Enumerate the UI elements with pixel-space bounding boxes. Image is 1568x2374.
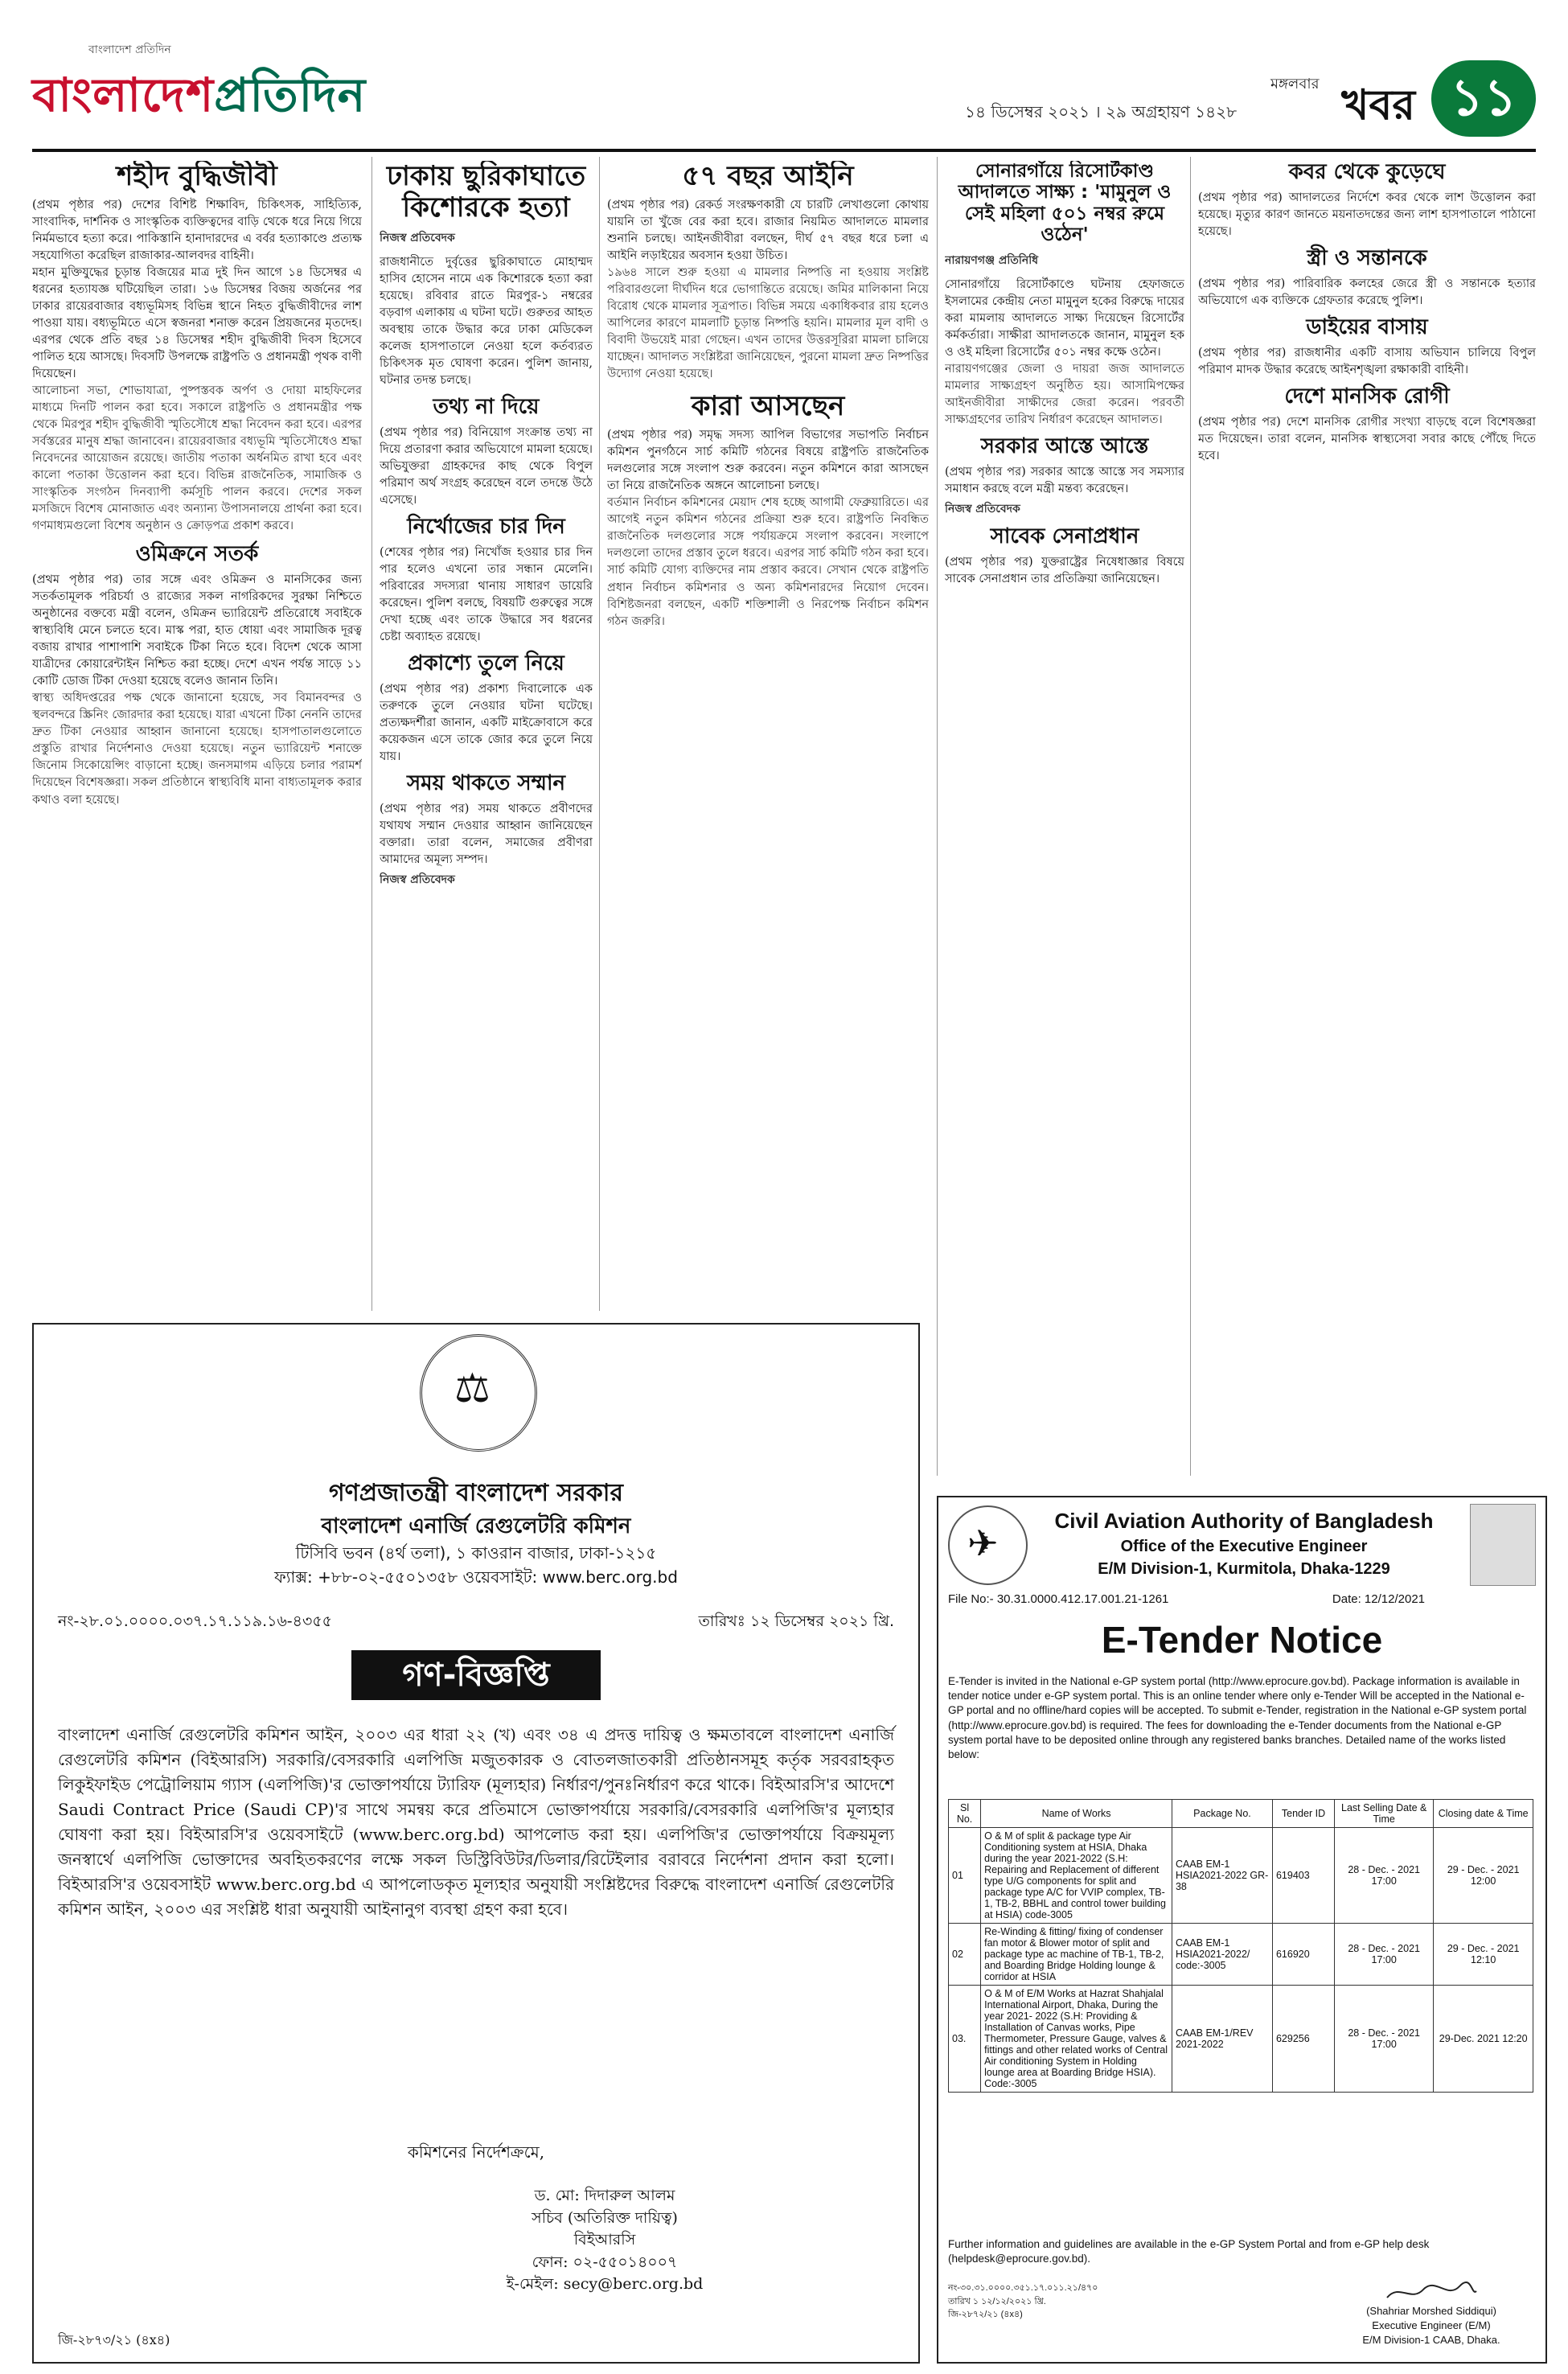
slogan: বাংলাদেশ প্রতিদিন bbox=[88, 43, 171, 56]
cell-works: O & M of split & package type Air Conditioning system at HSIA, Dhaka during the year 2021-2022 (S.H: Repairing and Replacement of different type U/G components for split and package type A/C for VVIP complex, TB-1, TB-2, BBHL and control tower building at HSIA) code-3005 bbox=[981, 1828, 1172, 1924]
article-body: (প্রথম পৃষ্ঠার পর) আদালতের নির্দেশে কবর থেকে লাশ উত্তোলন করা হয়েছে। মৃত্যুর কারণ জানতে ময়নাতদন্তের জন্য লাশ হাসপাতালে পাঠানো হয়েছে। bbox=[1198, 191, 1536, 238]
headline-kara-ashchen[interactable]: কারা আসছেন bbox=[691, 390, 845, 423]
ad-date: তারিখঃ ১২ ডিসেম্বর ২০২১ খ্রি. bbox=[698, 1612, 894, 1630]
signer-title: সচিব (অতিরিক্ত দায়িত্ব) bbox=[532, 2208, 678, 2227]
headline-57-bochor[interactable]: ৫৭ বছর আইনি bbox=[682, 161, 854, 192]
caa-office: Office of the Executive Engineer bbox=[1120, 1538, 1368, 1555]
cell-closing-date: 29 - Dec. - 2021 12:10 bbox=[1434, 1924, 1533, 1986]
article-body: (প্রথম পৃষ্ঠার পর) সমৃদ্ধ সদস্য আপিল বিভাগের সভাপতি নির্বাচন কমিশন পুনর্গঠনে সার্চ কমিটি গঠনের বিষয়ে রাষ্ট্রপতি রাজনৈতিক দলগুলোর সঙ্গে সংলাপ শুরু করবেন। নতুন কমিশনে কারা আসছেন তা নিয়ে রাজনৈতিক অঙ্গনে আলোচনা চলছে। bbox=[607, 429, 929, 493]
article-body: রাজধানীতে দুর্বৃত্তের ছুরিকাঘাতে মোহাম্মদ হাসিব হোসেন নামে এক কিশোরকে হত্যা করা হয়েছে। রবিবার রাতে মিরপুর-১ নম্বরের বড়বাগ এলাকায় এ ঘটনা ঘটে। গুরুতর আহত অবস্থায় তাকে উদ্ধার করে ঢাকা মেডিকেল কলেজ হাসপাতালে নেওয়া হলে কর্তব্যরত চিকিৎসক মৃত ঘোষণা করেন। পুলিশ জানায়, ঘটনার তদন্ত চলছে। bbox=[380, 256, 593, 388]
caa-memo bbox=[948, 2282, 1098, 2322]
headline-resort[interactable]: সোনারগাঁয়ে রিসোর্টকাণ্ড আদালতে সাক্ষ্য : 'মামুনুল ও সেই মহিলা ৫০১ নম্বর রুমে ওঠেন' bbox=[958, 161, 1172, 246]
signer-name: ড. মো: দিদারুল আলম bbox=[534, 2187, 675, 2204]
cell-selling-date: 28 - Dec. - 2021 17:00 bbox=[1335, 1828, 1434, 1924]
article-filler: নারায়ণগঞ্জের জেলা ও দায়রা জজ আদালতে মামলার সাক্ষ্যগ্রহণ অনুষ্ঠিত হয়। আসামিপক্ষের আইনজীবীরা সাক্ষীদের জেরা করেন। পরবর্তী সাক্ষ্যগ্রহণের তারিখ নির্ধারণ করেছেন আদালত। bbox=[945, 362, 1184, 426]
cell-package: CAAB EM-1 HSIA2021-2022/ code:-3005 bbox=[1172, 1924, 1272, 1986]
caa-footer: Further information and guidelines are available in the e-GP System Portal and from e-GP help desk (helpdesk@eprocure.gov.bd). bbox=[948, 2238, 1430, 2265]
ad-org: গণপ্রজাতন্ত্রী বাংলাদেশ সরকার bbox=[329, 1479, 623, 1507]
cell-closing-date: 29 - Dec. - 2021 12:00 bbox=[1434, 1828, 1533, 1924]
article-body: (প্রথম পৃষ্ঠার পর) রেকর্ড সংরক্ষণকারী যে চারটি লেখাগুলো কোথায় যায়নি তা খুঁজে বের করা হবে। রাজার নিয়মিত আদালতে মামলার শুনানি চলছে। আইনজীবীরা বলছেন, দীর্ঘ ৫৭ বছর ধরে চলা এ আইনি লড়াইয়ের অবসান হওয়া উচিত। bbox=[607, 199, 929, 263]
headline-nikhoj[interactable]: নির্খোজের চার দিন bbox=[407, 515, 565, 540]
col-header: Tender ID bbox=[1272, 1800, 1334, 1828]
article-filler: ১৯৬৪ সালে শুরু হওয়া এ মামলার নিষ্পত্তি না হওয়ায় সংশ্লিষ্ট পরিবারগুলো দীর্ঘদিন ধরে ভোগান্তিতে রয়েছে। জমির মালিকানা নিয়ে বিরোধ থেকে মামলার সূত্রপাত। বিভিন্ন সময়ে একাধিকবার রায় হলেও আপিলের কারণে মামলাটি চূড়ান্ত নিষ্পত্তি হয়নি। মামলার মূল বাদী ও বিবাদী উভয়েই মারা গেছেন। এখন তাদের উত্তরসূরিরা মামলা চালিয়ে যাচ্ছেন। আদালত সংশ্লিষ্টরা জানিয়েছেন, পুরনো মামলা দ্রুত নিষ্পত্তির উদ্যোগ নেওয়া হয়েছে। bbox=[607, 266, 929, 381]
caab-logo-icon bbox=[948, 1505, 1028, 1585]
article-filler: স্বাস্থ্য অধিদপ্তরের পক্ষ থেকে জানানো হয়েছে, সব বিমানবন্দর ও স্থলবন্দরে স্ক্রিনিং জোরদার করা হয়েছে। যারা এখনো টিকা নেননি তাদের দ্রুত টিকা নেওয়ার আহ্বান জানানো হয়েছে। হাসপাতালগুলোতে প্রস্তুতি রাখার নির্দেশনাও দেওয়া হয়েছে। নতুন ভ্যারিয়েন্ট শনাক্তে জিনোম সিকোয়েন্সিং বাড়ানো হচ্ছে। জনসমাগম এড়িয়ে চলার পরামর্শ দিয়েছেন বিশেষজ্ঞরা। সকল প্রতিষ্ঠানে স্বাস্থ্যবিধি মানা বাধ্যতামূলক করার কথাও বলা হয়েছে। bbox=[32, 692, 362, 807]
article-filler: বর্তমান নির্বাচন কমিশনের মেয়াদ শেষ হচ্ছে আগামী ফেব্রুয়ারিতে। এর আগেই নতুন কমিশন গঠনের প্রক্রিয়া শুরু হবে। রাষ্ট্রপতি নিবন্ধিত রাজনৈতিক দলগুলোর সঙ্গে পর্যায়ক্রমে সংলাপ করবেন। সংলাপে দলগুলো তাদের প্রস্তাব তুলে ধরবে। এরপর সার্চ কমিটি গঠন করা হবে। সার্চ কমিটি যোগ্য ব্যক্তিদের নাম প্রস্তাব করবে। সেখান থেকে রাষ্ট্রপতি প্রধান নির্বাচন কমিশনার ও অন্য কমিশনারদের নিয়োগ দেবেন। বিশিষ্টজনরা বলছেন, একটি শক্তিশালী ও নিরপেক্ষ নির্বাচন কমিশন গঠন জরুরি। bbox=[607, 496, 929, 628]
table-row bbox=[949, 1924, 1533, 1986]
headline-kobor[interactable]: কবর থেকে কুড়েঘে bbox=[1288, 161, 1446, 184]
caa-signature-block bbox=[1327, 2282, 1536, 2348]
logo-part2: প্রতিদিন bbox=[214, 68, 367, 122]
headline-dai-basay[interactable]: ডাইয়ের বাসায় bbox=[1306, 314, 1428, 339]
headline-sorkar[interactable]: সরকার আস্তে আস্তে bbox=[980, 433, 1149, 458]
cell-selling-date: 28 - Dec. - 2021 17:00 bbox=[1335, 1986, 1434, 2093]
article-column-2 bbox=[380, 161, 593, 1311]
headline-omicron[interactable]: ওমিক্রনে সতর্ক bbox=[135, 542, 259, 567]
table-row bbox=[949, 1986, 1533, 2093]
airplane-icon: ✈ bbox=[967, 1522, 999, 1564]
cell-sl: 02 bbox=[949, 1924, 981, 1986]
ad-memo-number: নং-২৮.০১.০০০০.০৩৭.১৭.১১৯.১৬-৪৩৫৫ bbox=[58, 1612, 333, 1630]
article-column-4 bbox=[945, 161, 1184, 1480]
cell-selling-date: 28 - Dec. - 2021 17:00 bbox=[1335, 1924, 1434, 1986]
article-column-5 bbox=[1198, 161, 1536, 1480]
signer-phone: ফোন: ০২-৫৫০১৪০০৭ bbox=[532, 2253, 678, 2271]
signer-division: E/M Division-1 CAAB, Dhaka. bbox=[1362, 2334, 1500, 2347]
headline-buddhijibi[interactable]: শহীদ বুদ্ধিজীবী bbox=[117, 161, 277, 192]
caab-etender-ad bbox=[937, 1496, 1547, 2364]
article-body: মহান মুক্তিযুদ্ধের চূড়ান্ত বিজয়ের মাত্র দুই দিন আগে ১৪ ডিসেম্বর এ ধরনের হত্যাযজ্ঞ ঘটিয়েছিল তারা। ১৬ ডিসেম্বর বিজয় অর্জনের পর ঢাকার রায়েরবাজার বধ্যভূমিসহ বিভিন্ন স্থানে নিহত বুদ্ধিজীবীদের লাশ পাওয়া যায়। বধ্যভূমিতে এসে স্বজনরা শনাক্ত করেন প্রিয়জনের মৃতদেহ। এরপর থেকে প্রতি বছর ১৪ ডিসেম্বর শহীদ বুদ্ধিজীবী দিবস হিসেবে পালিত হয়ে আসছে। দিবসটি উপলক্ষে রাষ্ট্রপতি ও প্রধানমন্ত্রী পৃথক বাণী দিয়েছেন। bbox=[32, 266, 362, 381]
byline: নিজস্ব প্রতিবেদক bbox=[380, 873, 455, 887]
berc-public-notice-ad bbox=[32, 1323, 920, 2364]
portrait-image bbox=[1470, 1504, 1536, 1586]
masthead bbox=[32, 24, 1536, 152]
date-label: ১৪ ডিসেম্বর ২০২১ । ২৯ অগ্রহায়ণ ১৪২৮ bbox=[965, 102, 1238, 121]
cell-works: O & M of E/M Works at Hazrat Shahjalal International Airport, Dhaka, During the year 2021- 2022 (S.H: Providing & Installation of Canvas works, Pipe Thermometer, Pressure Gauge, valves & fittings and other related works of Central Air conditioning System in Holding lounge area at Boarding Bridge HSIA). Code:-3005 bbox=[981, 1986, 1172, 2093]
cell-tender-id: 629256 bbox=[1272, 1986, 1334, 2093]
table-row bbox=[949, 1828, 1533, 1924]
article-body: (প্রথম পৃষ্ঠার পর) সরকার আস্তে আস্তে সব সমস্যার সমাধান করছে বলে মন্ত্রী মন্তব্য করেছেন। bbox=[945, 465, 1184, 495]
section-label: খবর bbox=[1341, 81, 1415, 129]
article-body: (প্রথম পৃষ্ঠার পর) রাজধানীর একটি বাসায় অভিযান চালিয়ে বিপুল পরিমাণ মাদক উদ্ধার করেছে আইনশৃঙ্খলা রক্ষাকারী বাহিনী। bbox=[1198, 346, 1536, 376]
caa-org: Civil Aviation Authority of Bangladesh bbox=[1054, 1509, 1434, 1533]
headline-prokashye[interactable]: প্রকাশ্যে তুলে নিয়ে bbox=[408, 651, 564, 676]
col-header: Sl No. bbox=[949, 1800, 981, 1828]
tender-table bbox=[948, 1799, 1533, 2093]
article-body: (শেষের পৃষ্ঠার পর) নিখোঁজ হওয়ার চার দিন পার হলেও এখনো তার সন্ধান মেলেনি। পরিবারের সদস্যরা থানায় সাধারণ ডায়েরি করেছেন। পুলিশ বলছে, বিষয়টি গুরুত্বের সঙ্গে দেখা হচ্ছে এবং তাকে উদ্ধারে সব ধরনের চেষ্টা অব্যাহত রয়েছে। bbox=[380, 546, 593, 644]
headline-stri-sontan[interactable]: স্ত্রী ও সন্তানকে bbox=[1307, 245, 1427, 270]
ad-signature-block bbox=[500, 2185, 709, 2296]
article-column-3 bbox=[607, 161, 929, 1480]
government-emblem-icon bbox=[420, 1334, 537, 1452]
cell-sl: 01 bbox=[949, 1828, 981, 1924]
day-label: মঙ্গলবার bbox=[1270, 76, 1320, 92]
article-body: (প্রথম পৃষ্ঠার পর) সময় থাকতে প্রবীণদের যথাযথ সম্মান দেওয়ার আহ্বান জানিয়েছেন বক্তারা। তারা বলেন, সমাজের প্রবীণরা আমাদের অমূল্য সম্পদ। bbox=[380, 803, 593, 867]
column-rule bbox=[1190, 157, 1191, 1476]
caa-title: E-Tender Notice bbox=[1101, 1619, 1383, 1661]
article-body: (প্রথম পৃষ্ঠার পর) বিনিয়োগ সংক্রান্ত তথ্য না দিয়ে প্রতারণা করার অভিযোগে মামলা হয়েছে। অভিযুক্তরা গ্রাহকদের কাছ থেকে বিপুল পরিমাণ অর্থ সংগ্রহ করেছেন বলে তদন্তে উঠে এসেছে। bbox=[380, 426, 593, 507]
article-body: সোনারগাঁয়ে রিসোর্টকাণ্ডে ঘটনায় হেফাজতে ইসলামের কেন্দ্রীয় নেতা মামুনুল হকের বিরুদ্ধে দায়ের করা মামলায় আদালতে সাক্ষ্য দিয়েছেন রিসোর্টের কর্মকর্তারা। সাক্ষীরা আদালতকে জানান, মামুনুল হক ও ওই মহিলা রিসোর্টের ৫০১ নম্বর কক্ষে ওঠেন। bbox=[945, 277, 1184, 359]
headline-somoy[interactable]: সময় থাকতে সম্মান bbox=[406, 771, 566, 796]
ad-body-text: বাংলাদেশ এনার্জি রেগুলেটরি কমিশন আইন, ২০০৩ এর ধারা ২২ (খ) এবং ৩৪ এ প্রদত্ত দায়িত্ব ও ক্ষমতাবলে বাংলাদেশ এনার্জি রেগুলেটরি কমিশন (বিইআরসি) সরকারি/বেসরকারি এলপিজি মজুতকারক ও বোতলজাতকারী প্রতিষ্ঠানসমূহ কর্তৃক সরবরাহকৃত লিকুইফাইড পেট্রোলিয়াম গ্যাস (এলপিজি)'র ভোক্তাপর্যায়ে ট্যারিফ (মূল্যহার) নির্ধারণ/পুনঃনির্ধারণ করে থাকে। বিইআরসি'র আদেশে Saudi Contract Price (Saudi CP)'র সাথে সমন্বয় করে প্রতিমাসে ভোক্তাপর্যায়ে সরকারি/বেসরকারি এলপিজি'র মূল্যহার ঘোষণা করা হয়। বিইআরসি'র ওয়েবসাইটে (www.berc.org.bd) আপলোড করা হয়। এলপিজি'র ভোক্তাপর্যায়ে বিক্রয়মূল্য জনস্বার্থে এলপিজি ভোক্তাদের অবহিতকরণের লক্ষে সকল ডিস্ট্রিবিউটর/ডিলার/রিটেইলার বরাবরে নির্দেশনা প্রদান করা হলো। বিইআরসি'র ওয়েবসাইট www.berc.org.bd এ আপলোডকৃত মূল্যহার অনুযায়ী সংশ্লিষ্টদের বিরুদ্ধে বাংলাদেশ এনার্জি রেগুলেটরি কমিশন আইন, ২০০৩ এর সংশ্লিষ্ট ধারা অনুযায়ী আইনানুগ ব্যবস্থা গ্রহণ করা হবে। bbox=[58, 1725, 894, 1919]
caa-file-number: File No:- 30.31.0000.412.17.001.21-1261 bbox=[948, 1592, 1169, 1606]
article-body: (প্রথম পৃষ্ঠার পর) দেশে মানসিক রোগীর সংখ্যা বাড়ছে বলে বিশেষজ্ঞরা মত দিয়েছেন। তারা বলেন, মানসিক স্বাস্থ্যসেবা সবার কাছে পৌঁছে দিতে হবে। bbox=[1198, 415, 1536, 462]
caa-division: E/M Division-1, Kurmitola, Dhaka-1229 bbox=[1098, 1560, 1390, 1578]
ad-code: জি-২৮৭৩/২১ (৪x৪) bbox=[58, 2332, 170, 2347]
ad-address: টিসিবি ভবন (৪র্থ তলা), ১ কাওরান বাজার, ঢাকা-১২১৫ bbox=[295, 1543, 657, 1563]
logo-part1: বাংলাদেশ bbox=[32, 68, 215, 122]
headline-tottho[interactable]: তথ্য না দিয়ে bbox=[433, 395, 540, 420]
headline-manoshik-rogi[interactable]: দেশে মানসিক রোগী bbox=[1284, 384, 1450, 409]
column-rule bbox=[599, 157, 600, 1311]
caa-intro: E-Tender is invited in the National e-GP system portal (http://www.eprocure.gov.bd). Package information is available in tender notice under e-GP system portal. This is an online tender where only e-Tender Will be accepted in the National e-GP portal and no offline/hard copies will be accepted. To submit e-Tender, registration in the National e-GP system portal (http://www.eprocure.gov.bd) is required. The fees for downloading the e-Tender documents from the National e-GP system portal have to be deposited online through any registered banks branches. Detailed name of the works listed below: bbox=[948, 1675, 1527, 1761]
tender-table-header bbox=[949, 1800, 1533, 1828]
signer-email[interactable]: ই-মেইল: secy@berc.org.bd bbox=[506, 2275, 704, 2294]
cell-tender-id: 616920 bbox=[1272, 1924, 1334, 1986]
headline-senaprodhan[interactable]: সাবেক সেনাপ্রধান bbox=[990, 524, 1139, 548]
memo-line: নং-৩০.৩১.০০০০.৩৫১.১৭.০১১.২১/৪৭০ bbox=[948, 2283, 1098, 2293]
brand bbox=[32, 40, 366, 138]
col-header: Name of Works bbox=[981, 1800, 1172, 1828]
col-header: Package No. bbox=[1172, 1800, 1272, 1828]
memo-line: জি-২৮৭২/২১ (৪x৪) bbox=[948, 2310, 1023, 2319]
headline-kishor[interactable]: ঢাকায় ছুরিকাঘাতে কিশোরকে হত্যা bbox=[386, 161, 586, 224]
article-body: (প্রথম পৃষ্ঠার পর) তার সঙ্গে এবং ওমিক্রন ও মানসিকের জন্য সতর্কতামূলক পরিচর্যা ও রাজ্যের সকল নাগরিকদের সুরক্ষা নিশ্চিতে অনুষ্ঠানের বক্তব্যে মন্ত্রী বলেন, ওমিক্রন ভ্যারিয়েন্ট প্রতিরোধে সবাইকে স্বাস্থ্যবিধি মেনে চলতে হবে। মাস্ক পরা, হাত ধোয়া এবং সামাজিক দূরত্ব বজায় রাখার পাশাপাশি সবাইকে টিকা নিতে হবে। বিদেশ থেকে আসা যাত্রীদের কোয়ারেন্টাইন নিশ্চিত করা হচ্ছে। দেশে এখন পর্যন্ত সাড়ে ১১ কোটি ডোজ টিকা দেওয়া হয়েছে বলেও জানান তিনি। bbox=[32, 573, 362, 688]
column-rule bbox=[937, 157, 938, 1476]
article-body: (প্রথম পৃষ্ঠার পর) যুক্তরাষ্ট্রের নিষেধাজ্ঞার বিষয়ে সাবেক সেনাপ্রধান তার প্রতিক্রিয়া জানিয়েছেন। bbox=[945, 555, 1184, 585]
col-header: Closing date & Time bbox=[1434, 1800, 1533, 1828]
article-column-1 bbox=[32, 161, 362, 1311]
cell-sl: 03. bbox=[949, 1986, 981, 2093]
cell-works: Re-Winding & fitting/ fixing of condenser fan motor & Blower motor of split and package type ac machine of TB-1, TB-2, and Boarding Bridge Holding lounge & corridor at HSIA bbox=[981, 1924, 1172, 1986]
signature-scribble-icon bbox=[1327, 2282, 1536, 2304]
newspaper-logo bbox=[32, 60, 366, 138]
caa-file-date: Date: 12/12/2021 bbox=[1332, 1592, 1425, 1606]
cell-closing-date: 29-Dec. 2021 12:20 bbox=[1434, 1986, 1533, 2093]
article-lead: (প্রথম পৃষ্ঠার পর) দেশের বিশিষ্ট শিক্ষাবিদ, চিকিৎসক, সাহিত্যিক, সাংবাদিক, দার্শনিক ও সাংস্কৃতিক ব্যক্তিত্বদের বাড়ি থেকে ধরে নিয়ে গিয়ে নির্মমভাবে হত্যা করে। পাকিস্তানি হানাদারদের এ বর্বর হত্যাকাণ্ডে প্রত্যক্ষ সহযোগিতা করেছিল রাজাকার-আলবদর বাহিনী। bbox=[32, 199, 362, 263]
article-body: (প্রথম পৃষ্ঠার পর) পারিবারিক কলহের জেরে স্ত্রী ও সন্তানকে হত্যার অভিযোগে এক ব্যক্তিকে গ্রেফতার করেছে পুলিশ। bbox=[1198, 277, 1536, 307]
cell-tender-id: 619403 bbox=[1272, 1828, 1334, 1924]
ad-command: কমিশনের নির্দেশক্রমে, bbox=[407, 2142, 545, 2162]
column-rule bbox=[371, 157, 372, 1311]
memo-line: তারিখ ১ ১২/১২/২০২১ খ্রি. bbox=[948, 2296, 1046, 2306]
byline: নিজস্ব প্রতিবেদক bbox=[945, 502, 1020, 515]
signer-title: Executive Engineer (E/M) bbox=[1372, 2319, 1491, 2332]
col-header: Last Selling Date & Time bbox=[1335, 1800, 1434, 1828]
ad-dept: বাংলাদেশ এনার্জি রেগুলেটরি কমিশন bbox=[321, 1514, 631, 1538]
ad-banner: গণ-বিজ্ঞপ্তি bbox=[351, 1650, 601, 1700]
article-body: (প্রথম পৃষ্ঠার পর) প্রকাশ্য দিবালোকে এক তরুণকে তুলে নেওয়ার ঘটনা ঘটেছে। প্রত্যক্ষদর্শীরা জানান, একটি মাইক্রোবাসে করে কয়েকজন এসে তাকে জোর করে তুলে নিয়ে যায়। bbox=[380, 683, 593, 764]
article-filler: আলোচনা সভা, শোভাযাত্রা, পুষ্পস্তবক অর্পণ ও দোয়া মাহফিলের মাধ্যমে দিনটি পালন করা হবে। সকালে রাষ্ট্রপতি ও প্রধানমন্ত্রীর পক্ষ থেকে মিরপুর শহীদ বুদ্ধিজীবী স্মৃতিসৌধে শ্রদ্ধা নিবেদন করা হবে। এরপর সর্বস্তরের মানুষ শ্রদ্ধা জানাবেন। রায়েরবাজার বধ্যভূমি স্মৃতিসৌধেও শ্রদ্ধা নিবেদনের আয়োজন রয়েছে। জাতীয় পতাকা অর্ধনমিত রাখা হবে এবং কালো পতাকা উত্তোলন করা হবে। বিভিন্ন রাজনৈতিক, সামাজিক ও সাংস্কৃতিক সংগঠন দিনব্যাপী কর্মসূচি পালন করবে। দেশের সকল মসজিদে বিশেষ মোনাজাত এবং অন্যান্য উপাসনালয়ে প্রার্থনা করা হবে। গণমাধ্যমগুলো বিশেষ অনুষ্ঠান ও ক্রোড়পত্র প্রকাশ করবে। bbox=[32, 384, 362, 533]
scales-icon: ⚖ bbox=[454, 1365, 491, 1411]
byline: নিজস্ব প্রতিবেদক bbox=[380, 232, 455, 245]
cell-package: CAAB EM-1 HSIA2021-2022 GR-38 bbox=[1172, 1828, 1272, 1924]
ad-contact[interactable]: ফ্যাক্স: +৮৮-০২-৫৫০১৩৫৮ ওয়েবসাইট: www.berc.org.bd bbox=[274, 1567, 678, 1587]
signer-name: (Shahriar Morshed Siddiqui) bbox=[1366, 2305, 1496, 2317]
signer-org: বিইআরসি bbox=[573, 2231, 636, 2249]
cell-package: CAAB EM-1/REV 2021-2022 bbox=[1172, 1986, 1272, 2093]
byline: নারায়ণগঞ্জ প্রতিনিধি bbox=[945, 253, 1039, 267]
page-number-badge: ১১ bbox=[1431, 60, 1536, 137]
